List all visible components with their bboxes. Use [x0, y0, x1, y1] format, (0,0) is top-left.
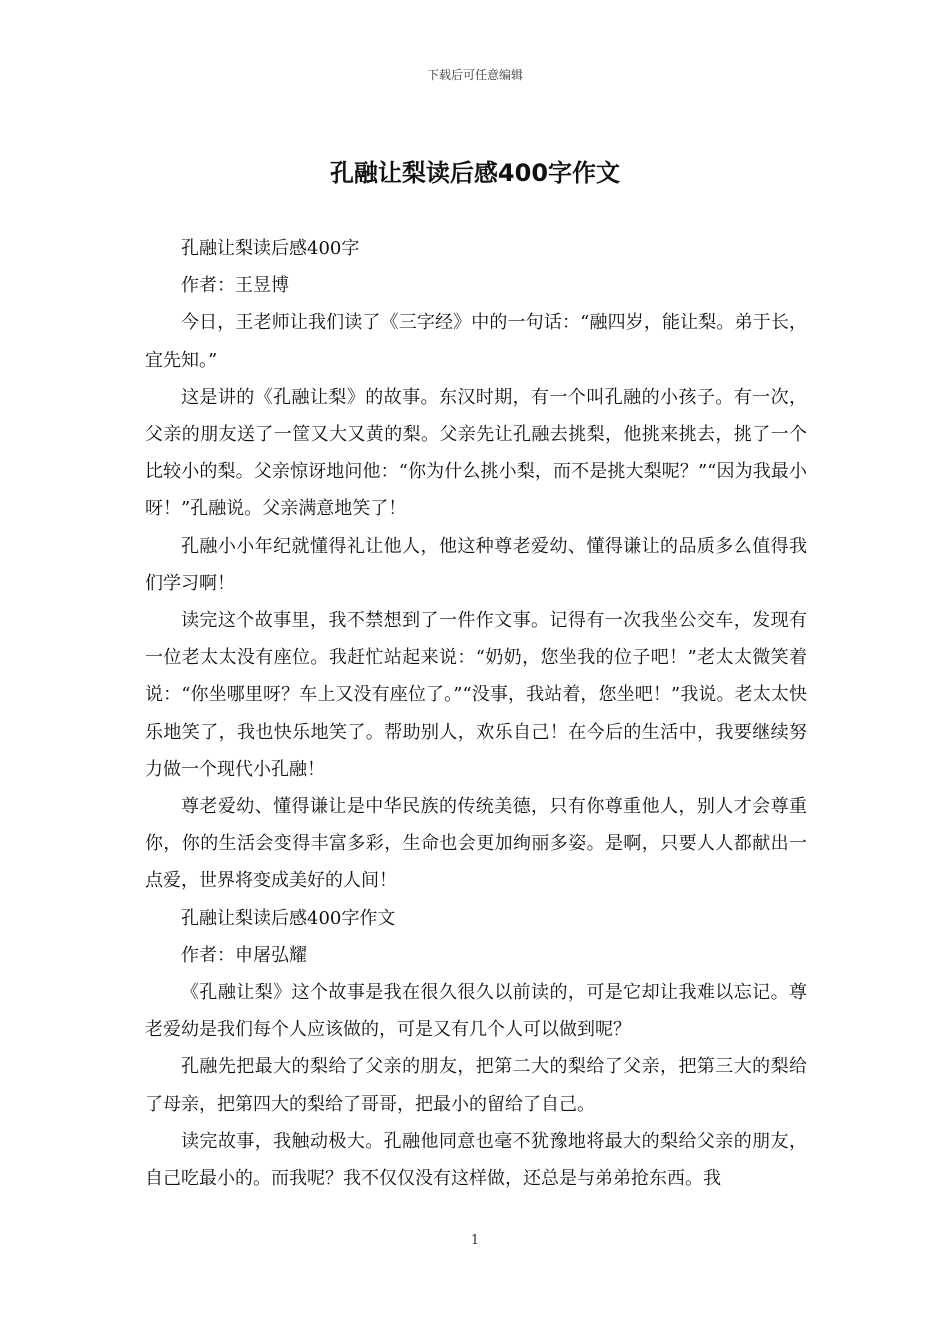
page-number: 1 [470, 1233, 480, 1248]
paragraph: 这是讲的《孔融让梨》的故事。东汉时期，有一个叫孔融的小孩子。有一次，父亲的朋友送了一筐又大又黄的梨。父亲先让孔融去挑梨，他挑来挑去，挑了一个比较小的梨。父亲惊讶地问他：“你为什么挑小梨，而不是挑大梨呢？”“因为我最小呀！”孔融说。父亲满意地笑了！ [145, 386, 807, 520]
paragraph: 孔融小小年纪就懂得礼让他人，他这种尊老爱幼、懂得谦让的品质多么值得我们学习啊！ [145, 535, 807, 594]
paragraph: 《孔融让梨》这个故事是我在很久很久以前读的，可是它却让我难以忘记。尊老爱幼是我们每个人应该做的，可是又有几个人可以做到呢？ [145, 982, 807, 1041]
header-note: 下载后可任意编辑 [426, 68, 523, 82]
paragraph: 孔融让梨读后感400字 [181, 238, 360, 259]
document-body [145, 230, 807, 1197]
document-title: 孔融让梨读后感400字作文 [329, 159, 621, 187]
paragraph: 孔融让梨读后感400字作文 [181, 907, 396, 929]
paragraph: 读完这个故事里，我不禁想到了一件作文事。记得有一次我坐公交车，发现有一位老太太没有座位。我赶忙站起来说：“奶奶，您坐我的位子吧！”老太太微笑着说：“你坐哪里呀？车上又没有座位了。”“没事，我站着，您坐吧！”我说。老太太快乐地笑了，我也快乐地笑了。帮助别人，欢乐自己！在今后的生活中，我要继续努力做一个现代小孔融！ [145, 610, 807, 780]
paragraph: 作者：申屠弘耀 [181, 944, 307, 966]
paragraph: 尊老爱幼、懂得谦让是中华民族的传统美德，只有你尊重他人，别人才会尊重你，你的生活会变得丰富多彩，生命也会更加绚丽多姿。是啊，只要人人都献出一点爱，世界将变成美好的人间！ [145, 796, 807, 892]
paragraph: 作者：王昱博 [181, 275, 289, 297]
paragraph: 今日，王老师让我们读了《三字经》中的一句话：“融四岁，能让梨。弟于长，宜先知。” [145, 312, 807, 371]
paragraph: 孔融先把最大的梨给了父亲的朋友，把第二大的梨给了父亲，把第三大的梨给了母亲，把第四大的梨给了哥哥，把最小的留给了自己。 [145, 1056, 807, 1115]
paragraph: 读完故事，我触动极大。孔融他同意也毫不犹豫地将最大的梨给父亲的朋友，自己吃最小的。而我呢？我不仅仅没有这样做，还总是与弟弟抢东西。我 [145, 1130, 807, 1190]
